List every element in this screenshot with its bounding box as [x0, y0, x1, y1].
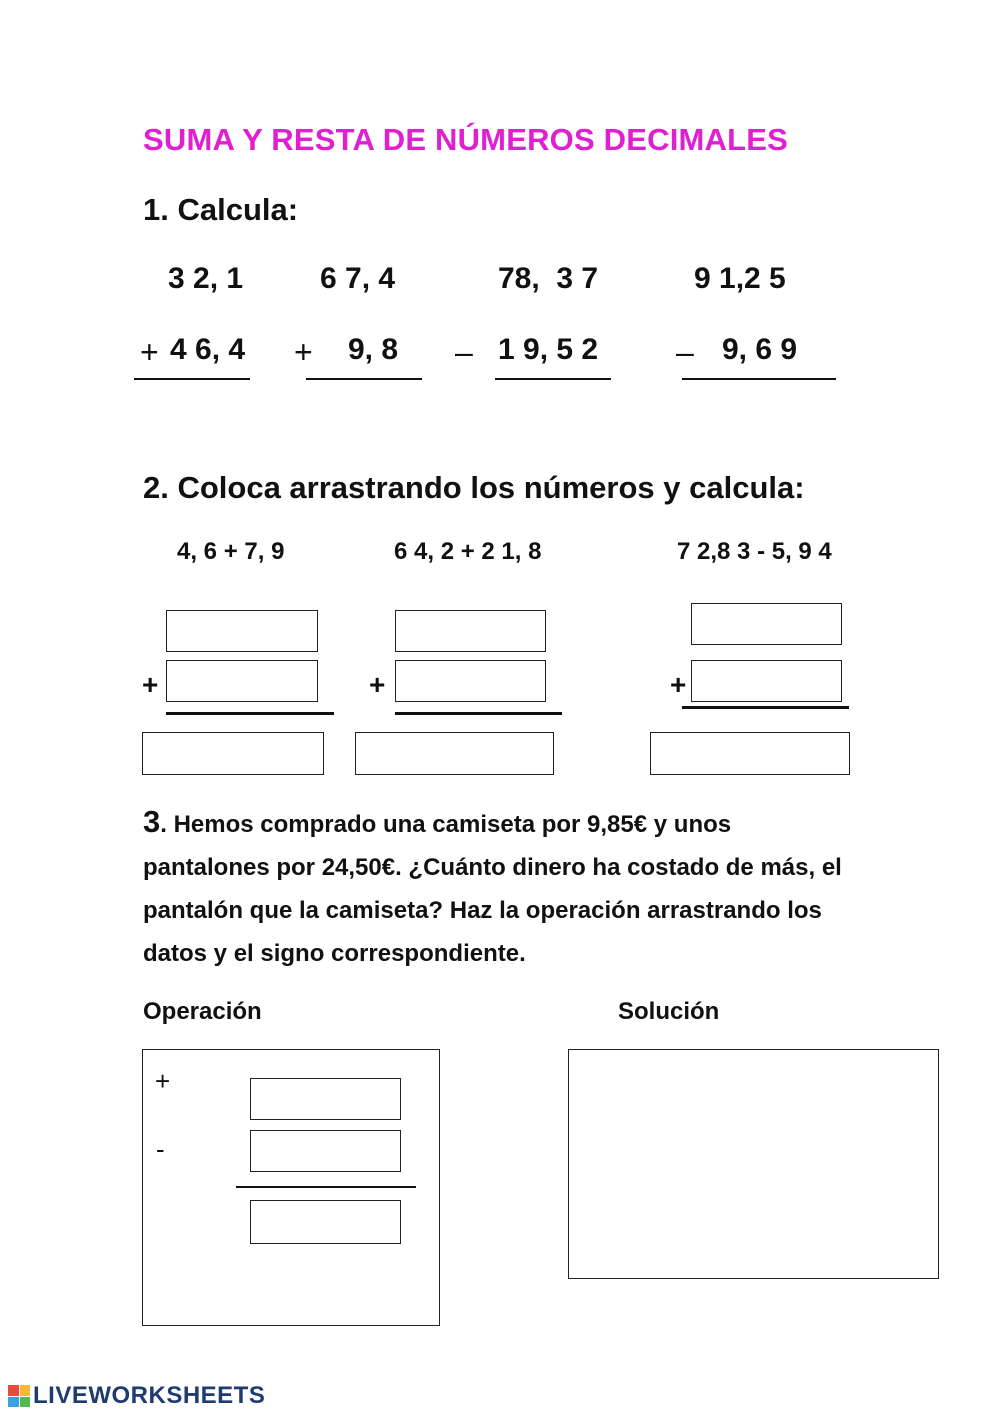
logo-square	[20, 1397, 31, 1408]
operation-box-b[interactable]	[250, 1130, 401, 1172]
operation-line	[236, 1186, 416, 1188]
op1-sign: +	[140, 334, 159, 370]
op1-top: 3 2, 1	[168, 262, 244, 295]
logo-text: LIVEWORKSHEETS	[33, 1382, 266, 1409]
drop-box-2b[interactable]	[395, 660, 546, 702]
problem-3-body: . Hemos comprado una camiseta por 9,85€ y unos pantalones por 24,50€. ¿Cuánto dinero ha costado de más, el pantalón que la camiseta? Haz la operación arrastrando los datos y el signo correspondiente.	[143, 811, 842, 967]
solution-label: Solución	[618, 998, 720, 1025]
op4-line	[682, 378, 836, 380]
operation-label: Operación	[143, 998, 262, 1025]
op3-line	[495, 378, 611, 380]
page-title: SUMA Y RESTA DE NÚMEROS DECIMALES	[143, 122, 789, 157]
expr-2: 6 4, 2 + 2 1, 8	[394, 538, 542, 565]
plus-sign-1: +	[142, 669, 159, 700]
expr-1: 4, 6 + 7, 9	[177, 538, 285, 565]
sum-line-3	[682, 706, 849, 709]
operation-result-box[interactable]	[250, 1200, 401, 1244]
logo-mark-icon	[8, 1385, 30, 1407]
expr-3: 7 2,8 3 - 5, 9 4	[677, 538, 832, 565]
answer-box-3[interactable]	[650, 732, 850, 775]
drop-box-3b[interactable]	[691, 660, 842, 702]
drop-box-2a[interactable]	[395, 610, 546, 652]
drop-box-1b[interactable]	[166, 660, 318, 702]
op4-bottom: 9, 6 9	[722, 333, 798, 366]
drop-box-3a[interactable]	[691, 603, 842, 645]
plus-sign-2: +	[369, 669, 386, 700]
logo-square	[8, 1385, 19, 1396]
problem-3-text	[143, 800, 863, 975]
plus-sign-3: +	[670, 669, 687, 700]
section2-heading: 2. Coloca arrastrando los números y calcula:	[143, 470, 805, 505]
sum-line-1	[166, 712, 334, 715]
section1-heading: 1. Calcula:	[143, 192, 299, 227]
op3-top: 78, 3 7	[498, 262, 599, 295]
op2-line	[306, 378, 422, 380]
answer-box-1[interactable]	[142, 732, 324, 775]
problem-3-number: 3	[143, 804, 161, 839]
minus-sign-option[interactable]: -	[156, 1134, 165, 1164]
op4-sign: –	[676, 334, 694, 370]
logo-square	[8, 1397, 19, 1408]
op3-sign: –	[455, 334, 473, 370]
op2-sign: +	[294, 334, 313, 370]
plus-sign-option[interactable]: +	[155, 1066, 171, 1096]
op3-bottom: 1 9, 5 2	[498, 333, 599, 366]
op1-bottom: 4 6, 4	[170, 333, 246, 366]
op1-line	[134, 378, 250, 380]
drop-box-1a[interactable]	[166, 610, 318, 652]
op2-top: 6 7, 4	[320, 262, 396, 295]
op2-bottom: 9, 8	[348, 333, 399, 366]
logo-square	[20, 1385, 31, 1396]
operation-box-a[interactable]	[250, 1078, 401, 1120]
op4-top: 9 1,2 5	[694, 262, 786, 295]
answer-box-2[interactable]	[355, 732, 554, 775]
sum-line-2	[395, 712, 562, 715]
liveworksheets-logo	[8, 1382, 265, 1410]
solution-box[interactable]	[568, 1049, 939, 1279]
